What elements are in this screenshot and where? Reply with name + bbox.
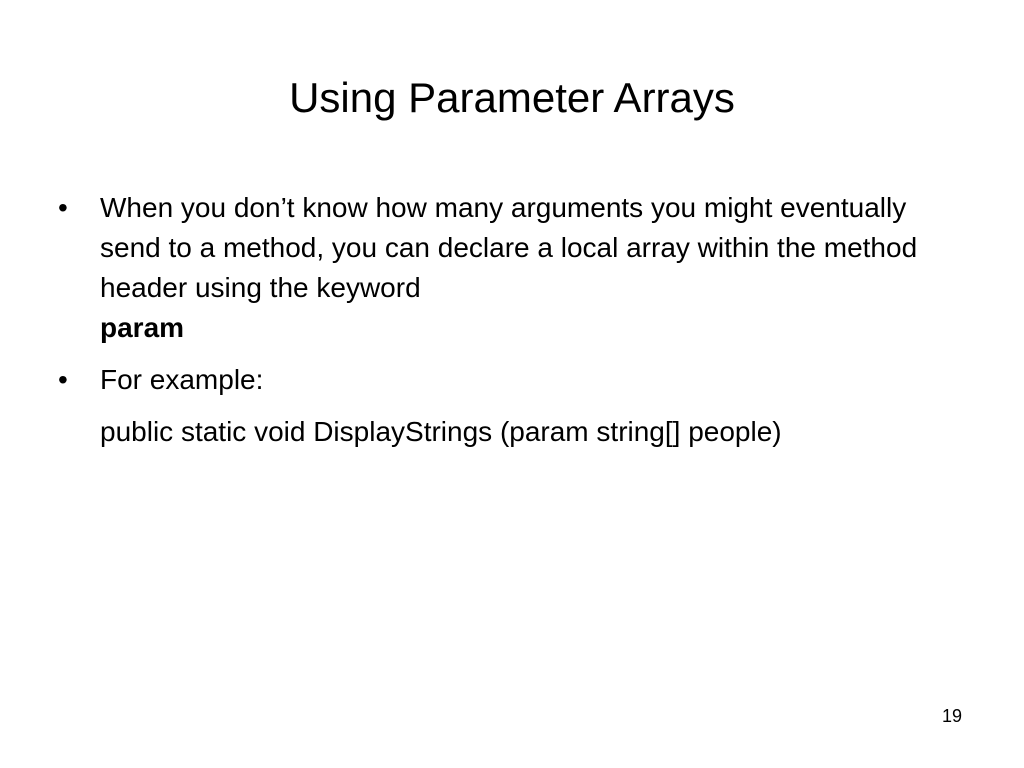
bullet-text: For example:	[100, 364, 264, 395]
example-code-line: public static void DisplayStrings (param string[] people)	[100, 416, 782, 447]
bullet-keyword: param	[100, 312, 185, 343]
bullet-item-param-arrays	[58, 188, 958, 348]
bullet-list	[58, 188, 958, 452]
bullet-item-example	[58, 360, 958, 400]
bullet-icon: •	[58, 364, 68, 395]
slide-title: Using Parameter Arrays	[289, 74, 735, 121]
bullet-icon: •	[58, 192, 68, 223]
page-number: 19	[941, 706, 962, 726]
bullet-text: When you don’t know how many arguments you might eventually send to a method, you can declare a local array within the method header using the keyword	[100, 192, 918, 303]
